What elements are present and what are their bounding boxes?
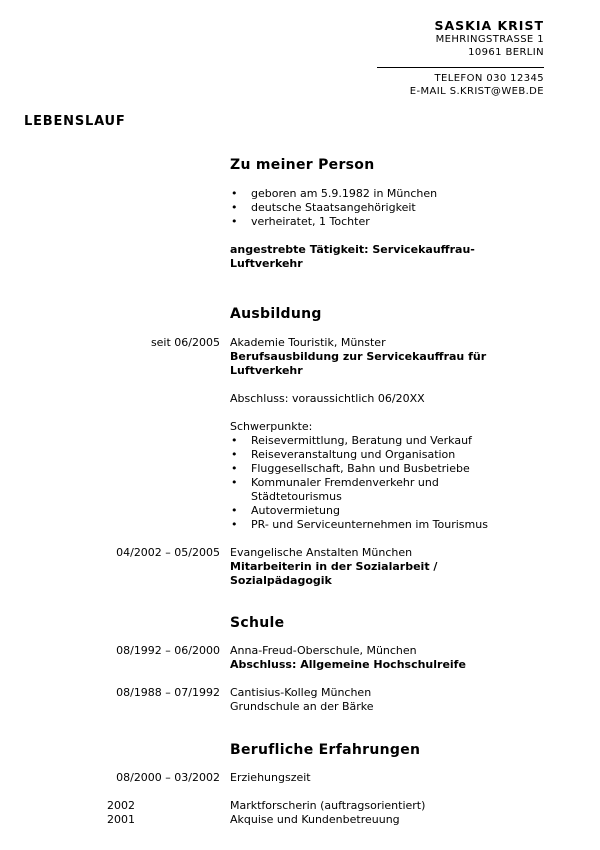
role-line1: Mitarbeiterin in der Sozialarbeit / [230, 560, 438, 573]
focus-areas-label: Schwerpunkte: [230, 420, 313, 433]
address-street: MEHRINGSTRASSE 1 [435, 34, 544, 45]
person-bullet-list [230, 187, 560, 229]
ausbildung-entry [0, 336, 600, 532]
list-item: • PR- und Serviceunternehmen im Tourismus [230, 518, 560, 532]
experience-entry [0, 799, 600, 827]
phone-number: TELEFON 030 12345 [434, 73, 544, 84]
role-line2: Sozialpädagogik [230, 574, 332, 587]
experience-text: Erziehungszeit [230, 771, 311, 784]
list-item-text: Kommunaler Fremdenverkehr und [251, 476, 439, 489]
target-position-line2: Luftverkehr [230, 257, 303, 270]
degree-line2: Luftverkehr [230, 364, 303, 377]
experience-entry [0, 771, 600, 785]
entry-date: 04/2002 – 05/2005 [116, 546, 220, 559]
experience-text: Marktforscherin (auftragsorientiert) [230, 799, 426, 812]
list-item: • deutsche Staatsangehörigkeit [230, 201, 560, 215]
school-name: Anna-Freud-Oberschule, München [230, 644, 417, 657]
expected-graduation: Abschluss: voraussichtlich 06/20XX [230, 392, 425, 405]
focus-areas-list [230, 434, 560, 532]
list-item: • geboren am 5.9.1982 in München [230, 187, 560, 201]
list-item: • Reisevermittlung, Beratung und Verkauf [230, 434, 560, 448]
list-item: • Fluggesellschaft, Bahn und Busbetriebe [230, 462, 560, 476]
degree-line1: Berufsausbildung zur Servicekauffrau für [230, 350, 487, 363]
ausbildung-entry [0, 546, 600, 588]
letterhead [377, 18, 544, 98]
list-item: • Autovermietung [230, 504, 560, 518]
list-item-continuation: Städtetourismus [251, 490, 342, 503]
document-title: LEBENSLAUF [24, 114, 126, 129]
section-title-person: Zu meiner Person [230, 157, 375, 173]
list-item: • verheiratet, 1 Tochter [230, 215, 560, 229]
section-title-schule: Schule [230, 615, 285, 631]
entry-date: 08/2000 – 03/2002 [116, 771, 220, 784]
letterhead-divider [377, 67, 544, 68]
target-position-line1: angestrebte Tätigkeit: Servicekauffrau- [230, 243, 475, 256]
email-address: E-MAIL S.KRIST@WEB.DE [409, 86, 544, 97]
list-item: • Reiseveranstaltung und Organisation [230, 448, 560, 462]
experience-years [107, 799, 135, 827]
institution-name: Akademie Touristik, Münster [230, 336, 386, 349]
list-item [230, 476, 560, 504]
entry-date: 08/1988 – 07/1992 [116, 686, 220, 699]
entry-date: 2001 [107, 813, 135, 826]
section-title-erfahrungen: Berufliche Erfahrungen [230, 742, 421, 758]
institution-name: Evangelische Anstalten München [230, 546, 413, 559]
entry-date: seit 06/2005 [150, 336, 220, 349]
person-details [0, 187, 600, 271]
school-name: Cantisius-Kolleg München [230, 686, 372, 699]
school-degree: Abschluss: Allgemeine Hochschulreife [230, 658, 466, 671]
school-detail: Grundschule an der Bärke [230, 700, 374, 713]
address-city: 10961 BERLIN [468, 47, 544, 58]
applicant-name: SASKIA KRIST [434, 18, 544, 33]
section-title-ausbildung: Ausbildung [230, 306, 322, 322]
entry-date: 2002 [107, 799, 135, 812]
entry-date: 08/1992 – 06/2000 [116, 644, 220, 657]
schule-entry [0, 644, 600, 672]
experience-text: Akquise und Kundenbetreuung [230, 813, 400, 826]
cv-content [0, 156, 600, 827]
schule-entry [0, 686, 600, 714]
